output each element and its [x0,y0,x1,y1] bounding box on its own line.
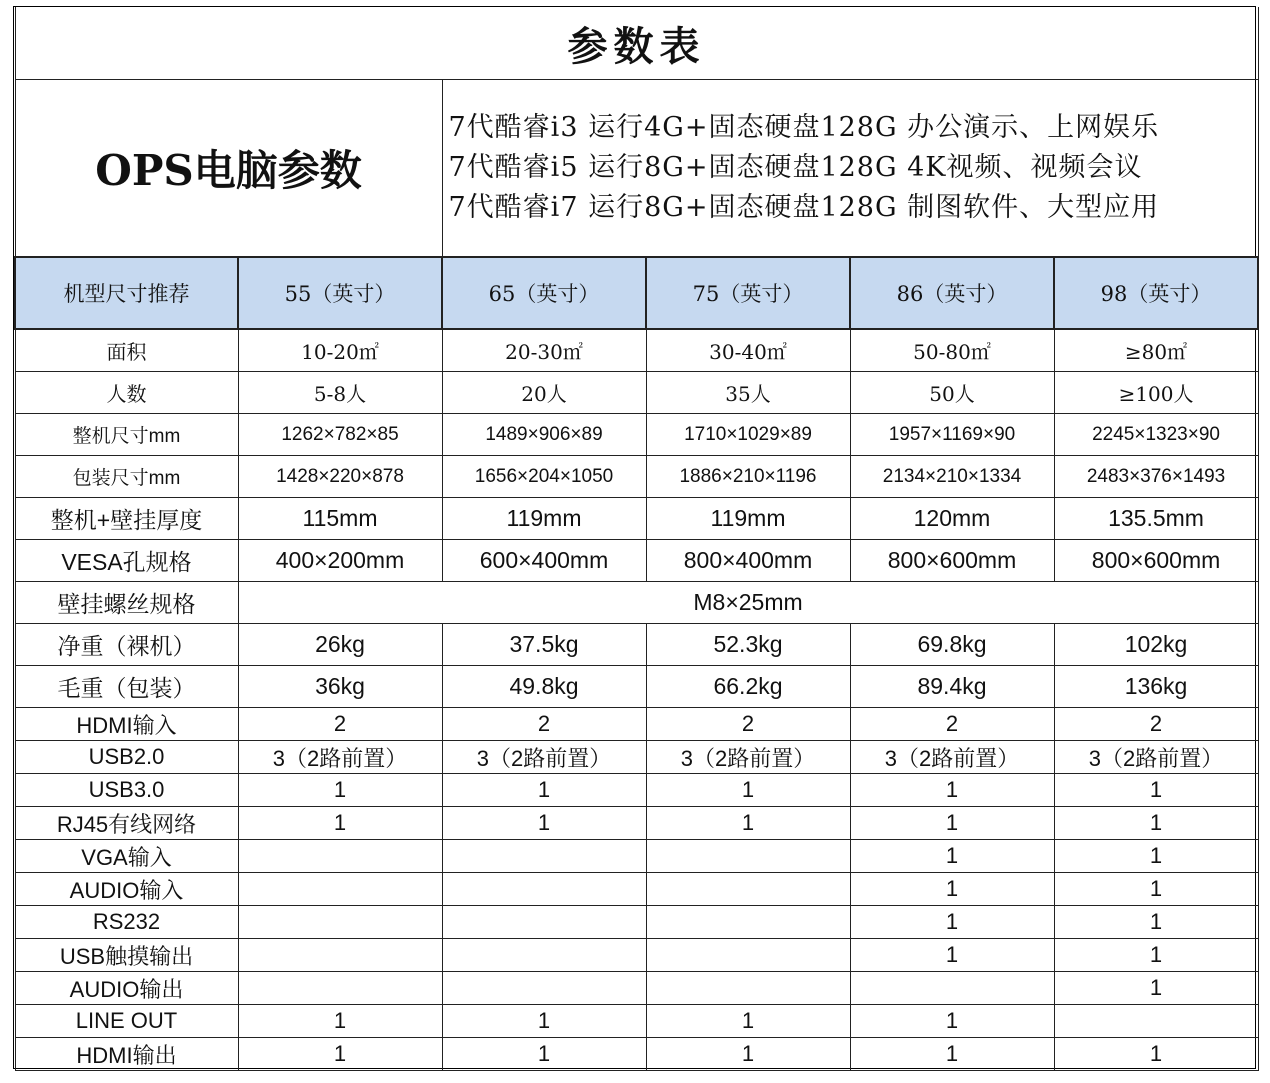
cell-65: 1 [442,807,646,840]
cell-75: 3（2路前置） [646,741,850,774]
cell-98: 135.5mm [1054,498,1258,540]
table-row [15,498,1258,540]
cell-98: 1 [1054,873,1258,906]
cell-98: 1 [1054,1038,1258,1071]
cell-86 [850,972,1054,1005]
table-row [15,972,1258,1005]
row-label: RS232 [15,906,238,939]
cell-86: 1 [850,807,1054,840]
cell-75: 800×400mm [646,540,850,582]
table-row [15,1038,1258,1071]
header-label: 机型尺寸推荐 [15,257,238,329]
cell-86: 1 [850,906,1054,939]
cell-98: 3（2路前置） [1054,741,1258,774]
cell-55 [238,873,442,906]
table-row [15,540,1258,582]
size-header-row [15,257,1258,329]
cell-98: ≥100人 [1054,372,1258,414]
row-label: AUDIO输入 [15,873,238,906]
cell-98: 2 [1054,708,1258,741]
cell-65: 1656×204×1050 [442,456,646,498]
cell-86: 50人 [850,372,1054,414]
table-row [15,582,1258,624]
cell-75 [646,939,850,972]
cell-98: ≥80㎡ [1054,329,1258,372]
row-label: VGA输入 [15,840,238,873]
table-row [15,906,1258,939]
cell-98: 136kg [1054,666,1258,708]
cell-75: 1 [646,1038,850,1071]
cell-55: 1262×782×85 [238,414,442,456]
cell-86: 2 [850,708,1054,741]
cell-65: 119mm [442,498,646,540]
table-row [15,807,1258,840]
cell-55: 1428×220×878 [238,456,442,498]
cell-65: 3（2路前置） [442,741,646,774]
row-label: 壁挂螺丝规格 [15,582,238,624]
cell-65: 600×400mm [442,540,646,582]
cell-55: 36kg [238,666,442,708]
cell-86: 1 [850,1005,1054,1038]
cell-75: 1710×1029×89 [646,414,850,456]
row-label: RJ45有线网络 [15,807,238,840]
table-row [15,741,1258,774]
cell-98: 1 [1054,972,1258,1005]
ops-line-i5: 7代酷睿i5 运行8G+固态硬盘128G 4K视频、视频会议 [448,152,1143,183]
cell-75 [646,840,850,873]
table-row [15,840,1258,873]
cell-98: 800×600mm [1054,540,1258,582]
cell-75: 30-40㎡ [646,329,850,372]
cell-75: 1 [646,1005,850,1038]
cell-75 [646,906,850,939]
row-label: 净重（裸机） [15,624,238,666]
table-row [15,329,1258,372]
cell-65 [442,939,646,972]
ops-row [15,80,1258,258]
cell-65 [442,873,646,906]
cell-75 [646,972,850,1005]
row-label: USB触摸输出 [15,939,238,972]
row-label: 整机尺寸mm [15,414,238,456]
page-title: 参数表 [15,7,1258,80]
cell-65: 37.5kg [442,624,646,666]
row-label: LINE OUT [15,1005,238,1038]
cell-98: 2245×1323×90 [1054,414,1258,456]
cell-86: 3（2路前置） [850,741,1054,774]
cell-55: 1 [238,1005,442,1038]
cell-86: 69.8kg [850,624,1054,666]
ops-specs [442,80,1258,258]
cell-86: 50-80㎡ [850,329,1054,372]
cell-86: 1 [850,873,1054,906]
cell-86: 800×600mm [850,540,1054,582]
cell-75: 119mm [646,498,850,540]
cell-65: 2 [442,708,646,741]
cell-86: 2134×210×1334 [850,456,1054,498]
cell-65 [442,840,646,873]
table-row [15,414,1258,456]
row-label: HDMI输出 [15,1038,238,1071]
row-label: HDMI输入 [15,708,238,741]
row-label: USB3.0 [15,774,238,807]
cell-65: 49.8kg [442,666,646,708]
merged-value-cell: M8×25mm [238,582,1258,624]
cell-98: 1 [1054,774,1258,807]
cell-55: 1 [238,774,442,807]
cell-86: 1 [850,840,1054,873]
cell-75: 1 [646,774,850,807]
cell-65 [442,972,646,1005]
row-label: 面积 [15,329,238,372]
cell-55: 1 [238,807,442,840]
cell-86: 1957×1169×90 [850,414,1054,456]
spec-table [14,7,1259,1071]
cell-86: 120mm [850,498,1054,540]
table-row [15,456,1258,498]
cell-55 [238,906,442,939]
table-row [15,666,1258,708]
cell-98: 1 [1054,906,1258,939]
cell-65: 1 [442,1005,646,1038]
spec-sheet [13,6,1256,1069]
cell-86: 1 [850,939,1054,972]
cell-65: 1 [442,774,646,807]
cell-98: 102kg [1054,624,1258,666]
header-55: 55（英寸） [238,257,442,329]
cell-98: 2483×376×1493 [1054,456,1258,498]
cell-98 [1054,1005,1258,1038]
table-row [15,372,1258,414]
cell-86: 89.4kg [850,666,1054,708]
cell-55: 115mm [238,498,442,540]
cell-65: 1489×906×89 [442,414,646,456]
row-label: VESA孔规格 [15,540,238,582]
spec-rows [15,329,1258,1071]
header-98: 98（英寸） [1054,257,1258,329]
cell-55: 2 [238,708,442,741]
table-row [15,624,1258,666]
cell-55: 26kg [238,624,442,666]
cell-55 [238,939,442,972]
ops-line-i7: 7代酷睿i7 运行8G+固态硬盘128G 制图软件、大型应用 [448,192,1160,223]
cell-65: 1 [442,1038,646,1071]
table-row [15,708,1258,741]
row-label: 人数 [15,372,238,414]
cell-75: 66.2kg [646,666,850,708]
cell-98: 1 [1054,840,1258,873]
cell-86: 1 [850,774,1054,807]
cell-55: 5-8人 [238,372,442,414]
row-label: USB2.0 [15,741,238,774]
cell-55: 400×200mm [238,540,442,582]
cell-55 [238,840,442,873]
table-row [15,774,1258,807]
cell-55: 1 [238,1038,442,1071]
header-65: 65（英寸） [442,257,646,329]
table-row [15,939,1258,972]
cell-75: 1 [646,807,850,840]
table-row [15,873,1258,906]
cell-55: 10-20㎡ [238,329,442,372]
header-75: 75（英寸） [646,257,850,329]
cell-55 [238,972,442,1005]
cell-65: 20人 [442,372,646,414]
cell-75 [646,873,850,906]
cell-75: 52.3kg [646,624,850,666]
cell-86: 1 [850,1038,1054,1071]
table-row [15,1005,1258,1038]
cell-65: 20-30㎡ [442,329,646,372]
cell-75: 2 [646,708,850,741]
row-label: 包装尺寸mm [15,456,238,498]
cell-98: 1 [1054,939,1258,972]
ops-label: OPS电脑参数 [15,80,442,258]
cell-55: 3（2路前置） [238,741,442,774]
row-label: AUDIO输出 [15,972,238,1005]
cell-65 [442,906,646,939]
cell-98: 1 [1054,807,1258,840]
row-label: 毛重（包装） [15,666,238,708]
ops-line-i3: 7代酷睿i3 运行4G+固态硬盘128G 办公演示、上网娱乐 [448,112,1160,143]
cell-75: 35人 [646,372,850,414]
cell-75: 1886×210×1196 [646,456,850,498]
header-86: 86（英寸） [850,257,1054,329]
row-label: 整机+壁挂厚度 [15,498,238,540]
title-row [15,7,1258,80]
